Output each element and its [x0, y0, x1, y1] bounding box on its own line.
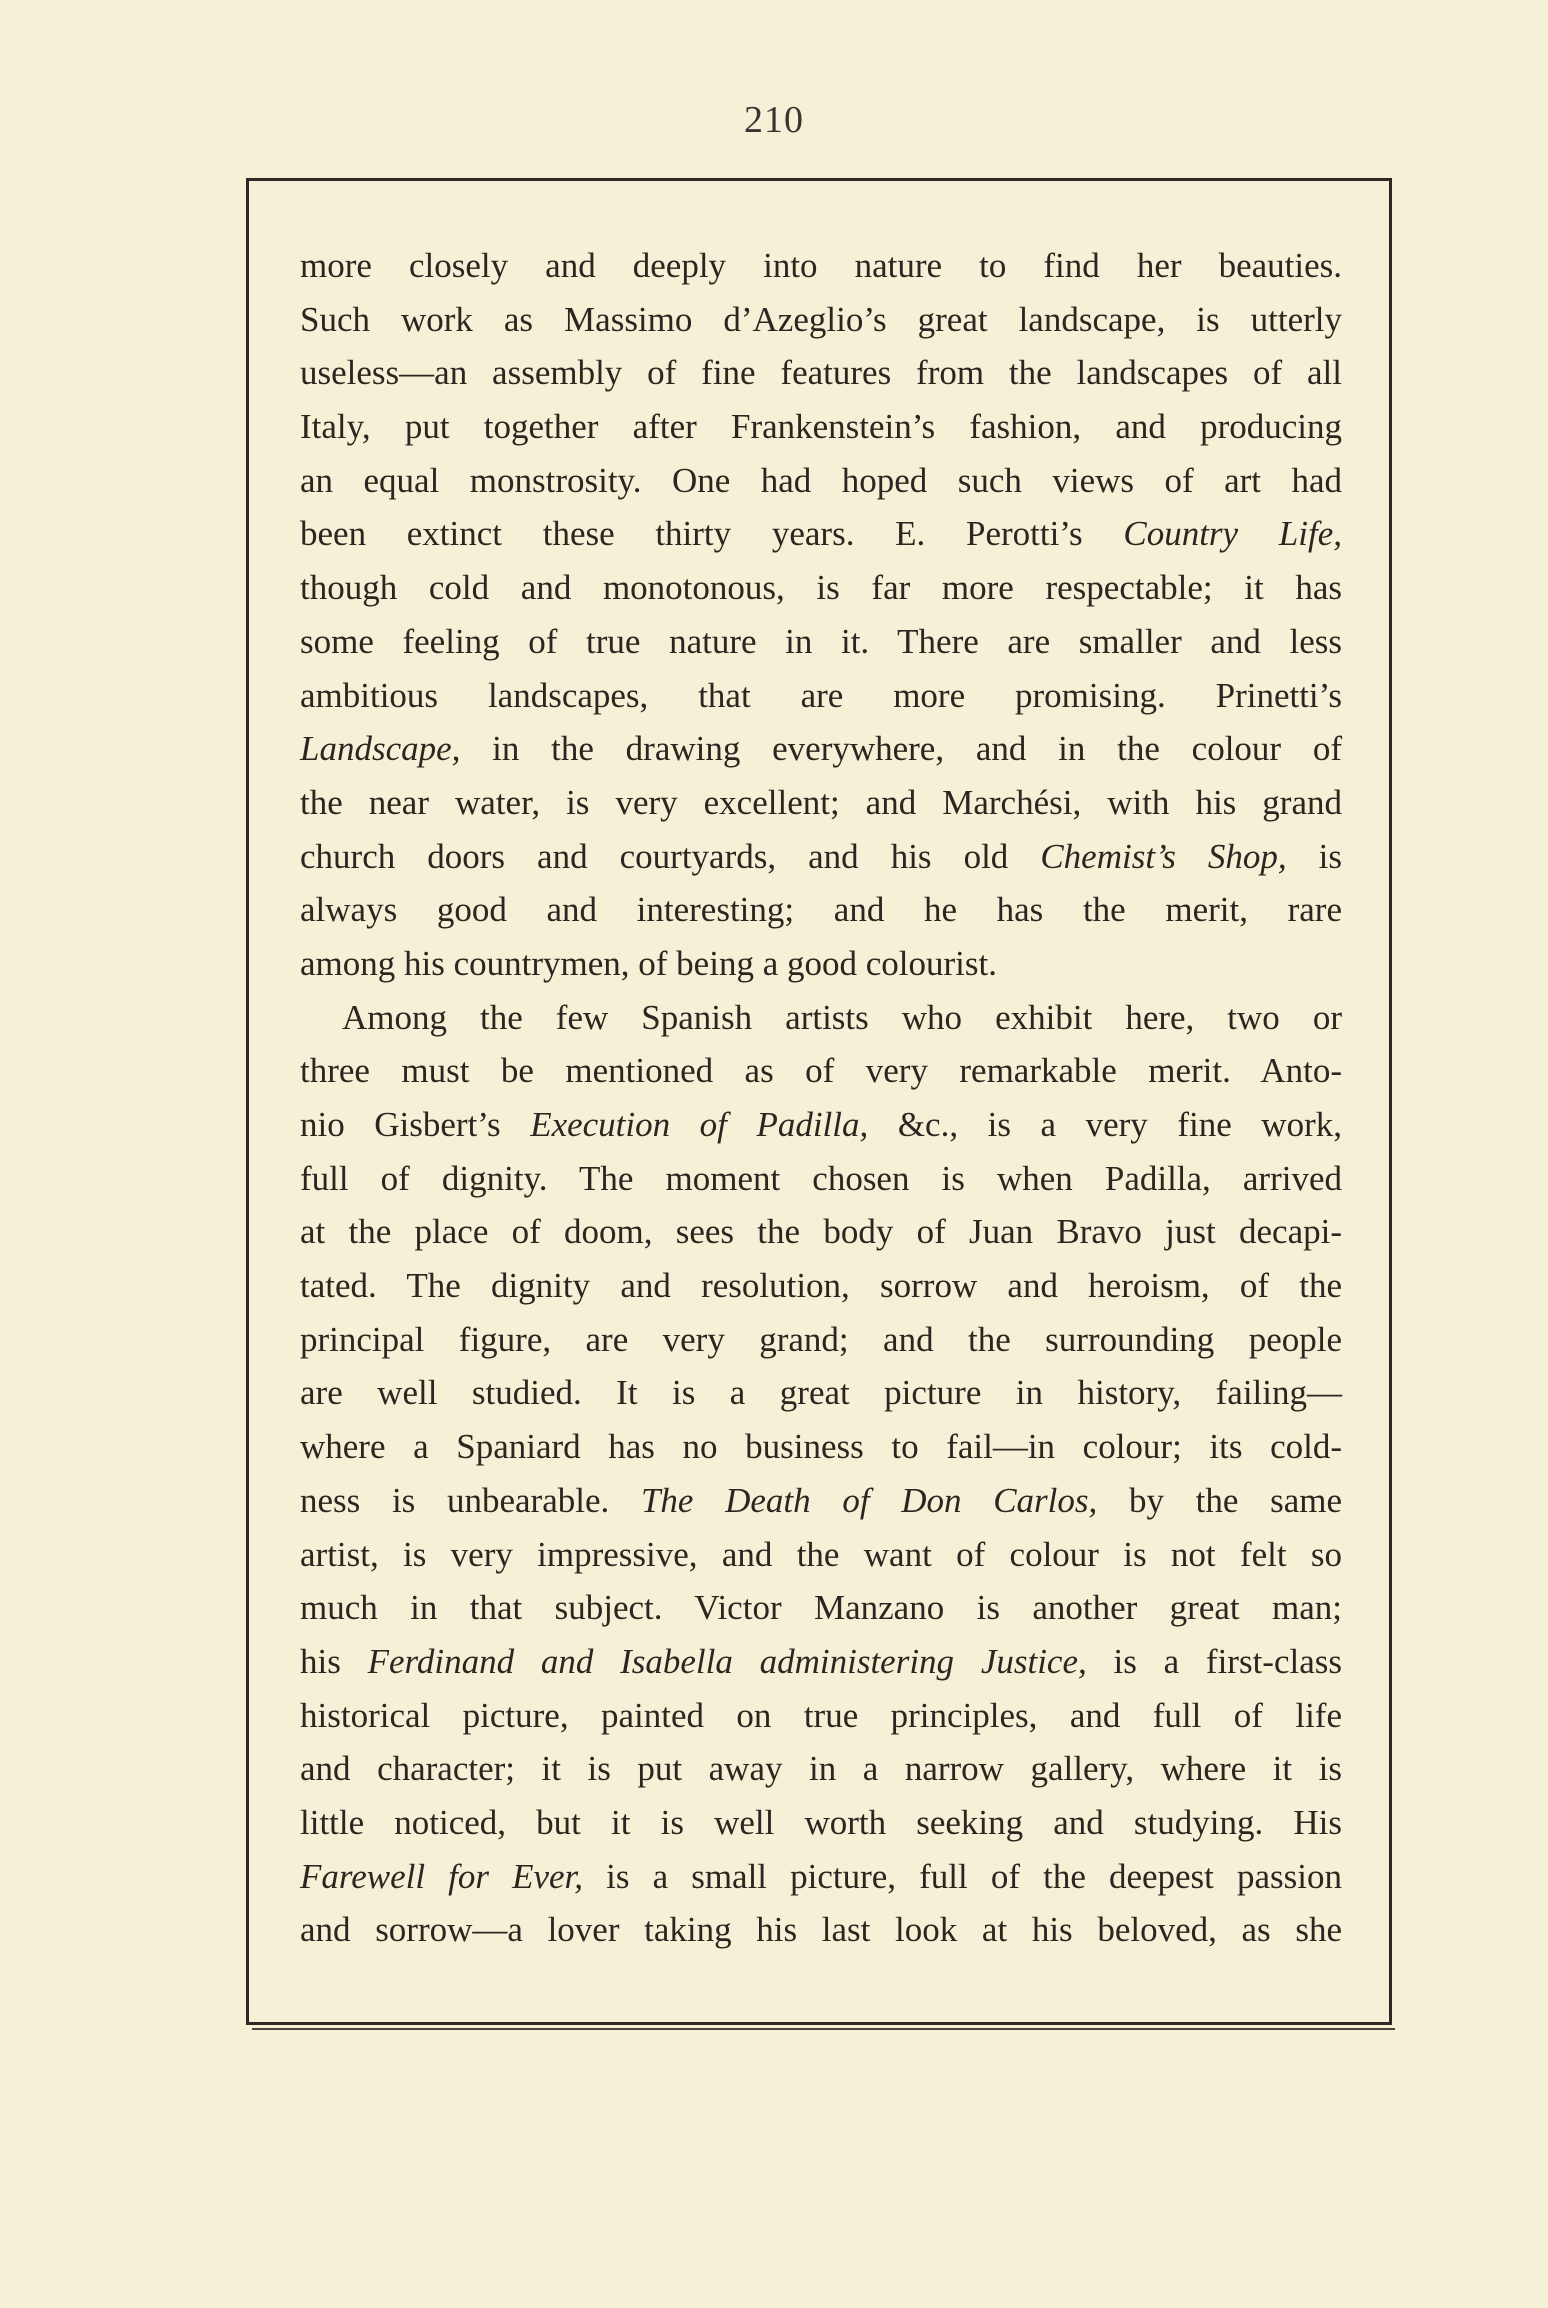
text-line	[300, 507, 1342, 561]
text-line: principal figure, are very grand; and the surrounding people	[300, 1319, 1342, 1359]
text-line: an equal monstrosity. One had hoped such views of art had	[300, 460, 1342, 500]
artwork-title: Chemist’s Shop,	[1040, 836, 1287, 876]
text-line: full of dignity. The moment chosen is when Padilla, arrived	[300, 1158, 1342, 1198]
text-line: some feeling of true nature in it. There are smaller and less	[300, 621, 1342, 661]
line-text: by the same	[1097, 1480, 1342, 1520]
body-text	[300, 239, 1342, 1957]
text-line: little noticed, but it is well worth seeking and studying. His	[300, 1802, 1342, 1842]
text-line: are well studied. It is a great picture in history, failing—	[300, 1373, 1342, 1413]
text-line: artist, is very impressive, and the want of colour is not felt so	[300, 1534, 1342, 1574]
text-line: among his countrymen, of being a good colourist.	[300, 943, 997, 983]
line-text: &c., is a very fine work,	[868, 1105, 1342, 1144]
text-line: much in that subject. Victor Manzano is another great man;	[300, 1588, 1342, 1628]
artwork-title: Execution of Padilla,	[530, 1105, 869, 1144]
text-line	[300, 722, 1342, 776]
text-line: Italy, put together after Frankenstein’s fashion, and producing	[300, 407, 1342, 447]
text-line: the near water, is very excellent; and Marchési, with his grand	[300, 782, 1342, 822]
text-line: though cold and monotonous, is far more respectable; it has	[300, 568, 1342, 608]
text-line	[300, 1098, 1342, 1152]
text-line: ambitious landscapes, that are more promising. Prinetti’s	[300, 675, 1342, 715]
line-text: his	[300, 1641, 368, 1681]
artwork-title: Ferdinand and Isabella administering Justice,	[367, 1641, 1087, 1681]
text-line	[300, 1474, 1342, 1528]
text-line	[300, 1635, 1342, 1689]
line-text: nio Gisbert’s	[300, 1105, 531, 1144]
artwork-title: Landscape,	[300, 729, 461, 769]
text-line: always good and interesting; and he has the merit, rare	[300, 890, 1342, 930]
text-line: tated. The dignity and resolution, sorrow and heroism, of the	[300, 1266, 1342, 1306]
page-number: 210	[744, 99, 804, 141]
line-text: in the drawing everywhere, and in the colour of	[460, 729, 1342, 769]
text-line: Such work as Massimo d’Azeglio’s great landscape, is utterly	[300, 299, 1342, 339]
line-text: is	[1286, 836, 1342, 876]
line-text: is a small picture, full of the deepest passion	[583, 1856, 1342, 1896]
line-text: been extinct these thirty years. E. Perotti’s	[300, 514, 1124, 554]
text-line: Among the few Spanish artists who exhibit here, two or	[342, 997, 1342, 1037]
text-line: useless—an assembly of fine features from the landscapes of all	[300, 353, 1342, 393]
text-line: more closely and deeply into nature to find her beauties.	[300, 246, 1342, 285]
artwork-title: Country Life,	[1123, 514, 1342, 554]
artwork-title: The Death of Don Carlos,	[640, 1480, 1098, 1520]
line-text: ness is unbearable.	[300, 1480, 641, 1520]
text-line	[300, 1850, 1342, 1904]
text-line: and sorrow—a lover taking his last look at his beloved, as she	[300, 1910, 1342, 1950]
text-line: three must be mentioned as of very remarkable merit. Anto-	[300, 1051, 1342, 1091]
artwork-title: Farewell for Ever,	[300, 1856, 584, 1896]
frame-bottom-rule	[252, 2028, 1395, 2030]
text-line	[300, 830, 1342, 884]
text-line: where a Spaniard has no business to fail—in colour; its cold-	[300, 1427, 1342, 1467]
text-line: at the place of doom, sees the body of Juan Bravo just decapi-	[300, 1212, 1342, 1252]
line-text: church doors and courtyards, and his old	[300, 836, 1041, 876]
text-line: historical picture, painted on true principles, and full of life	[300, 1695, 1342, 1735]
text-line: and character; it is put away in a narrow gallery, where it is	[300, 1749, 1342, 1789]
line-text: is a first-class	[1086, 1641, 1342, 1681]
